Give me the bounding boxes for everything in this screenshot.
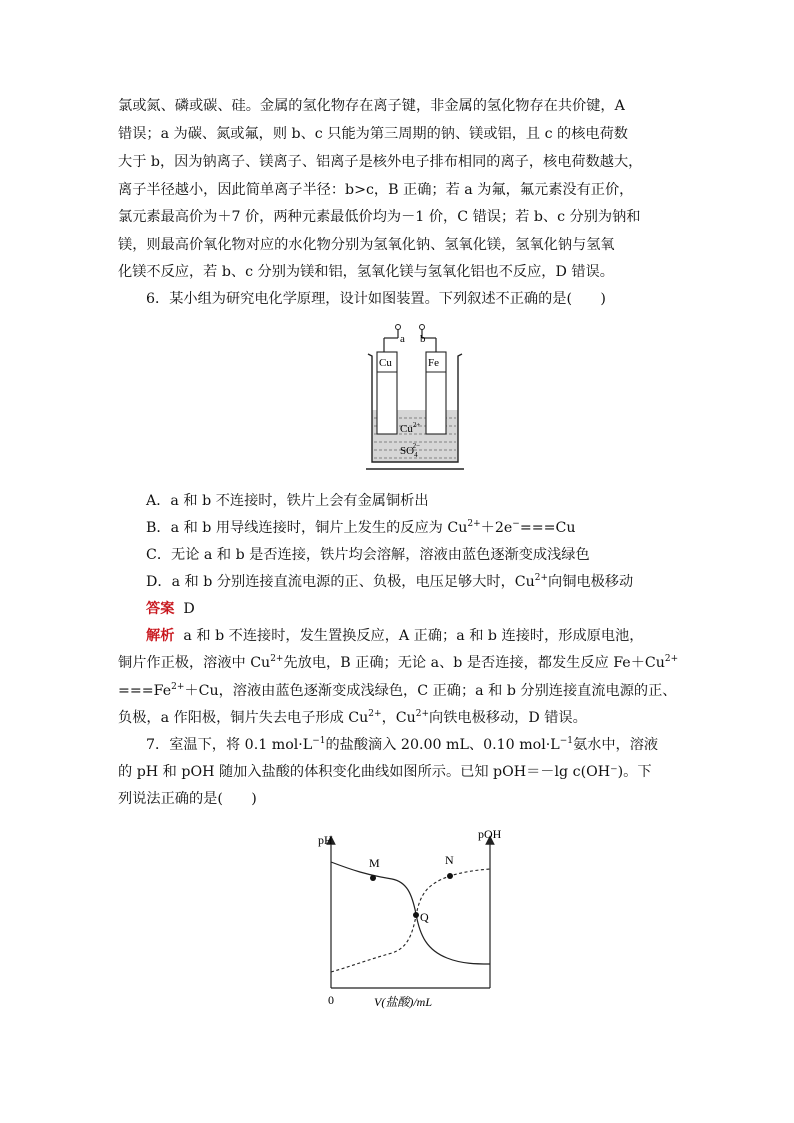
point-n [447,873,453,879]
text-line: 离子半径越小，因此简单离子半径：b>c，B 正确；若 a 为氟，氟元素没有正价， [118,182,634,198]
iron-label: Fe [428,357,439,369]
analysis-line: $===Fe^{2+}+Cu$，溶液由蓝色逐渐变成浅绿色，C 正确；a 和 b 分别连接直流电源的正、 [118,682,677,699]
answer-value: D [183,601,195,617]
option-d: D．a 和 b 分别连接直流电源的正、负极，电压足够大时，$Cu^{2+}$向铜电极移动 [146,573,634,590]
text-line: 错误；a 为碳、氮或氟，则 b、c 只能为第三周期的钠、镁或铝，且 c 的核电荷数 [118,126,628,142]
series-poh-line [331,869,490,972]
text-line: 氯元素最高价为＋7 价，两种元素最低价均为－1 价，C 错误；若 b、c 分别为钠和 [118,209,641,225]
point-m-label: M [369,856,380,870]
point-m [370,875,376,881]
analysis-line: 铜片作正极，溶液中 $Cu^{2+}$先放电，B 正确；无论 a、b 是否连接，都发生反应 $Fe+Cu^{2+}$ [118,654,679,671]
titration-chart [312,818,524,1023]
terminal-b-label: b [420,333,426,345]
point-n-label: N [445,853,454,867]
point-q-label: Q [420,910,429,924]
analysis-line: 负极，a 作阳极，铜片失去电子形成 $Cu^{2+}$，$Cu^{2+}$向铁电极移动，D 错误。 [118,709,587,726]
text-line: 化镁不反应，若 b、c 分别为镁和铝，氢氧化镁与氢氧化铝也不反应，D 错误。 [118,264,614,280]
ion-so4: $SO_42-$ [400,442,421,459]
copper-label: Cu [379,357,392,369]
terminal-a-label: a [400,333,405,345]
question-7-stem: 列说法正确的是( ) [118,791,257,807]
text-line: 镁，则最高价氧化物对应的水化物分别为氢氧化钠、氢氧化镁，氢氧化钠与氢氧 [118,237,615,253]
option-c: C．无论 a 和 b 是否连接，铁片均会溶解，溶液由蓝色逐渐变成浅绿色 [146,547,590,563]
option-a: A．a 和 b 不连接时，铁片上会有金属铜析出 [146,493,429,509]
terminal-a [396,325,401,330]
text-line: 氯或氮、磷或碳、硅。金属的氢化物存在离子键，非金属的氢化物存在共价键，A [118,98,625,114]
question-6-stem: 6．某小组为研究电化学原理，设计如图装置。下列叙述不正确的是( ) [146,291,606,307]
answer-label: 答案 [146,601,175,617]
terminal-b [420,325,425,330]
ion-cu: $Cu^{2+}$ [400,421,421,435]
electrolysis-apparatus-figure [364,318,468,474]
text-line: 大于 b，因为钠离子、镁离子、铝离子是核外电子排布相同的离子，核电荷数越大， [118,154,643,170]
y-right-label: pOH [478,827,502,841]
analysis-line: 解析 a 和 b 不连接时，发生置换反应，A 正确；a 和 b 连接时，形成原电池， [146,628,644,644]
x-axis-label: V(盐酸)/mL [374,995,432,1009]
question-7-stem: 7．室温下，将 0.1 $mol\cdot L^{-1}$的盐酸滴入 20.00 mL、0.10 $mol\cdot L^{-1}$氨水中，溶液 [146,736,659,753]
series-ph-line [331,862,490,964]
y-left-label: pH [318,833,333,847]
answer-line [146,599,716,619]
question-7-stem: 的 pH 和 pOH 随加入盐酸的体积变化曲线如图所示。已知 pOH＝－lg c(OH⁻)。下 [118,764,652,780]
origin-label: 0 [328,993,334,1007]
analysis-label: 解析 [146,628,175,644]
option-b: B．a 和 b 用导线连接时，铜片上发生的反应为 $Cu^{2+}+2e^-===Cu$ [146,519,576,536]
point-q [413,912,419,918]
